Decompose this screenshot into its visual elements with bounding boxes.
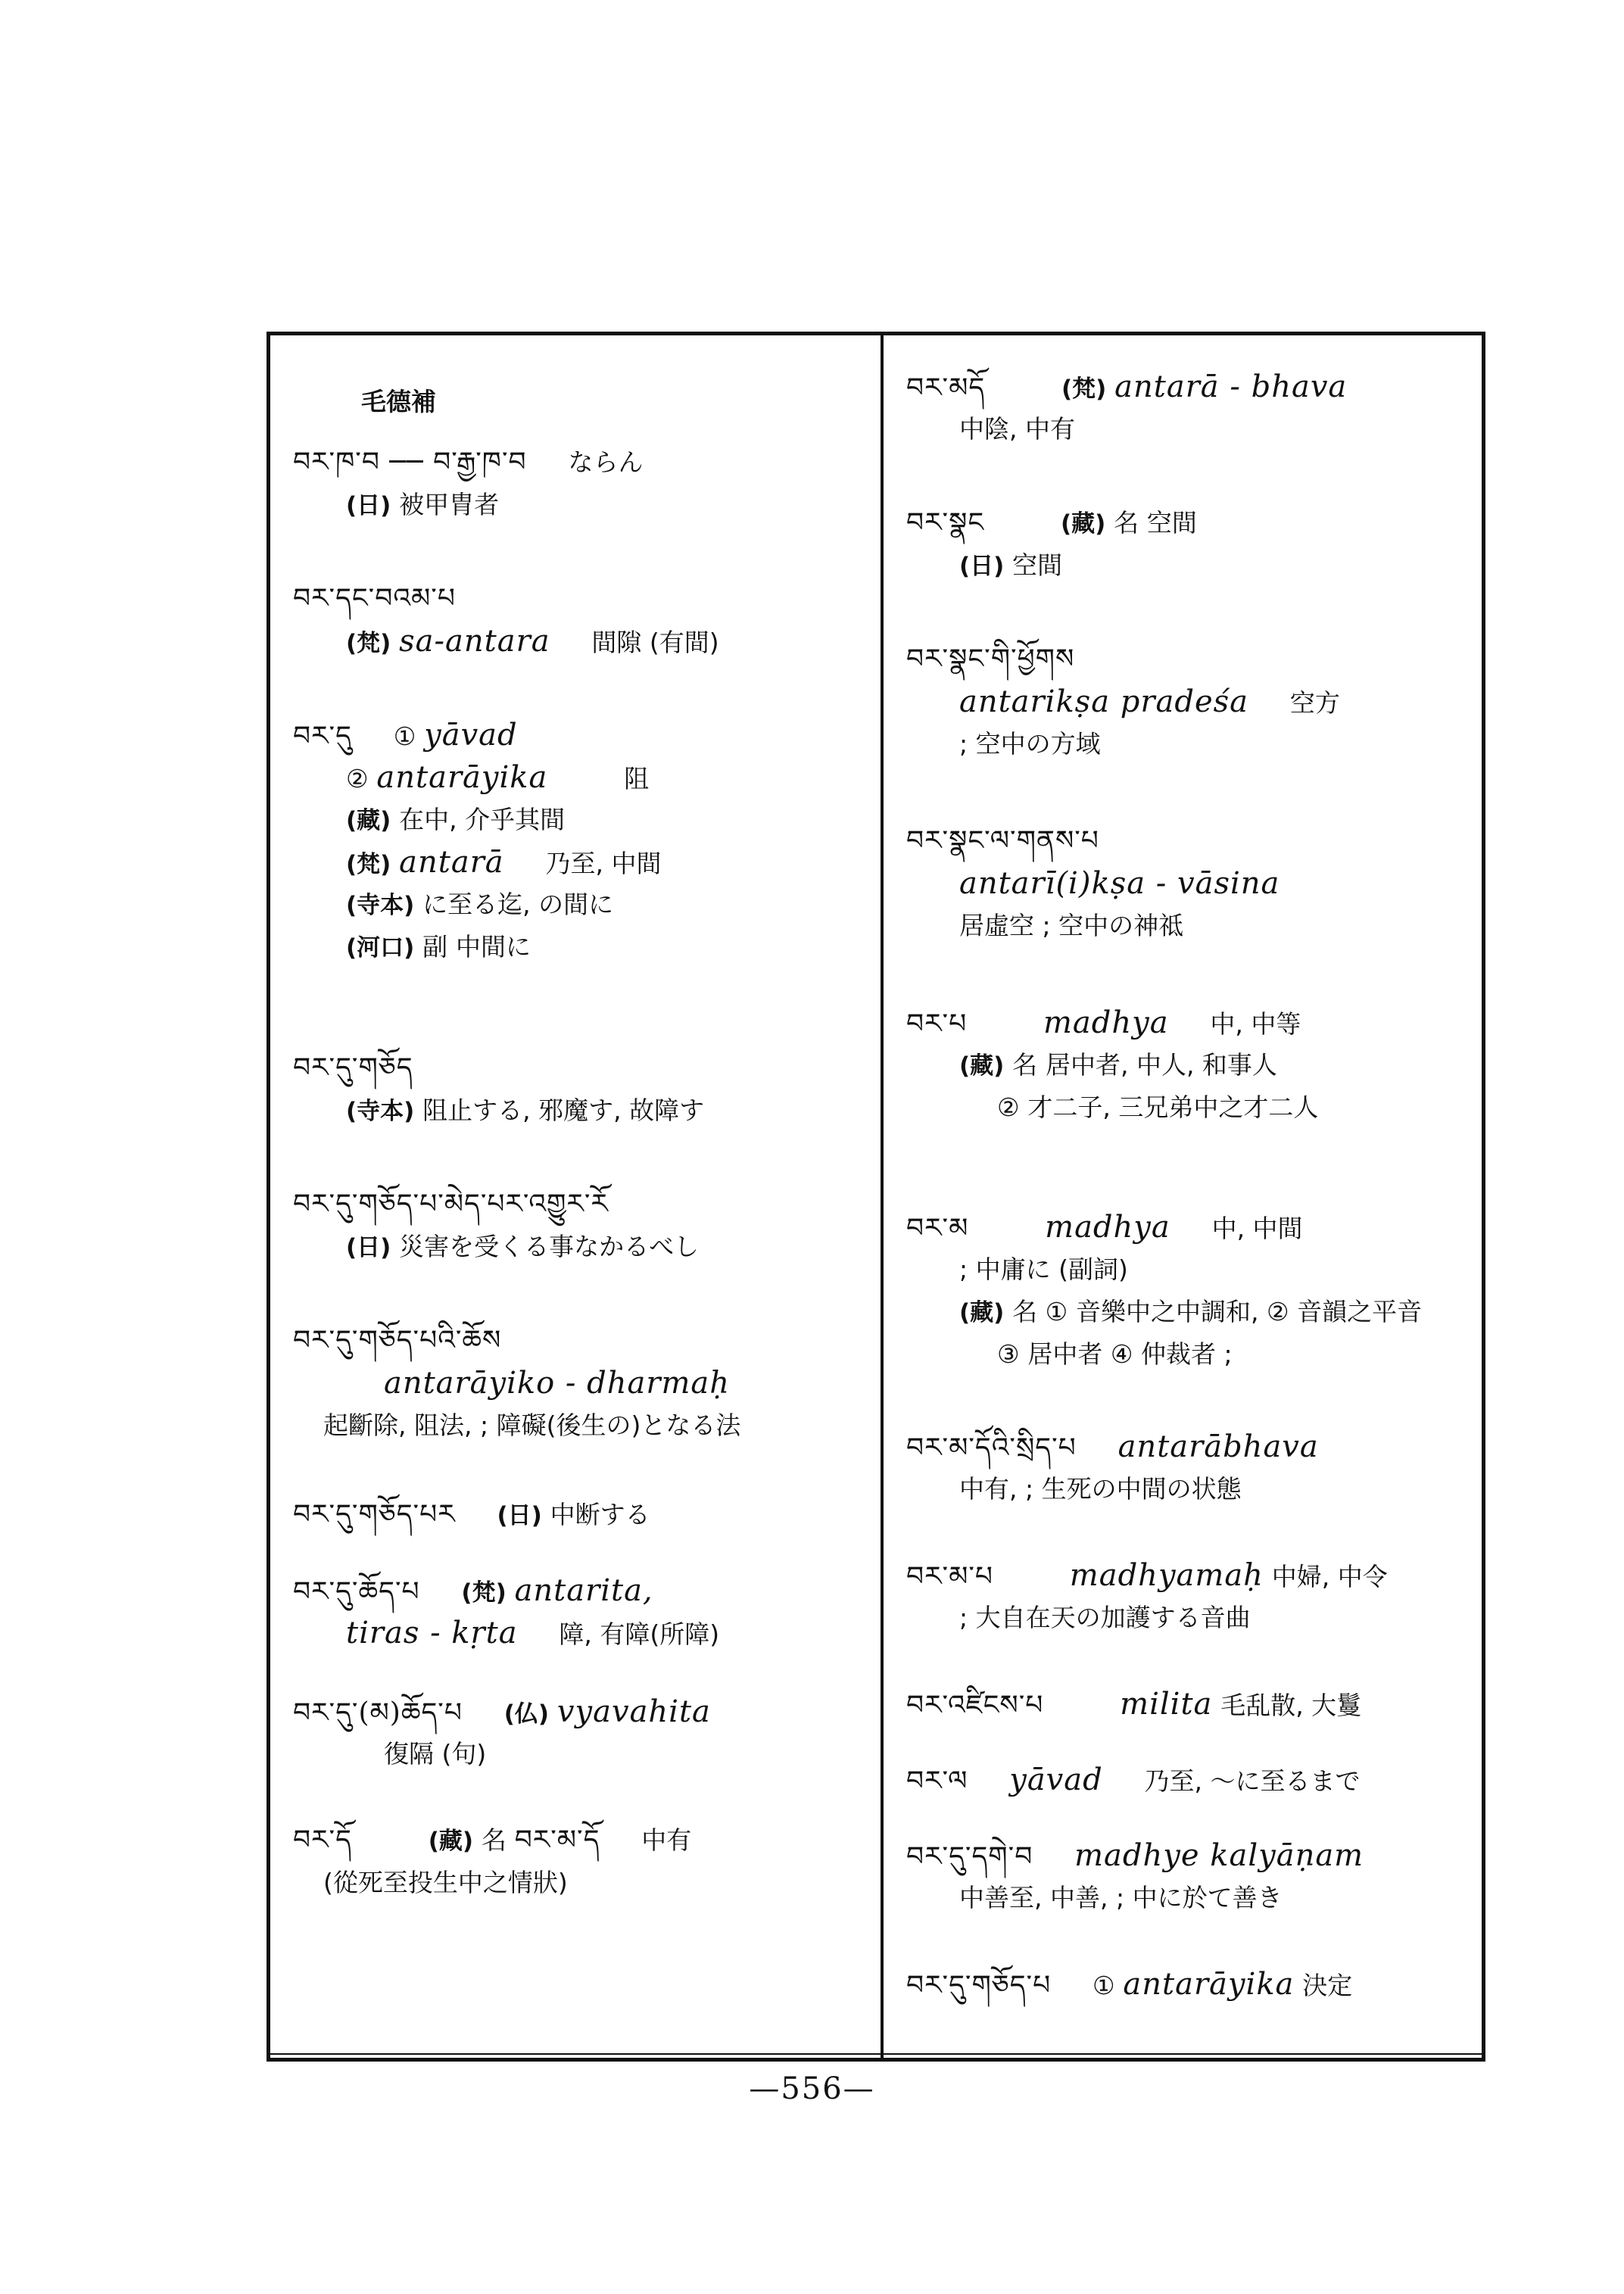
section-heading: 毛德補	[361, 387, 436, 416]
japanese-gloss: 中善至, 中善, ; 中に於て善き	[959, 1883, 1283, 1912]
dictionary-entry	[293, 714, 873, 968]
tibetan-headword: བར་དུ་གཅོད	[293, 1052, 413, 1083]
japanese-gloss: 中婦, 中令	[1271, 1562, 1388, 1591]
japanese-gloss: 決定	[1302, 1971, 1353, 2000]
dictionary-entry	[293, 441, 873, 526]
japanese-gloss: に至る迄, の間に	[422, 890, 614, 919]
sense-marker: 副	[422, 932, 448, 962]
tibetan-headword: བར་ལ	[906, 1766, 968, 1797]
tibetan-headword: བར་དོ	[293, 1825, 352, 1856]
dictionary-entry	[906, 638, 1474, 765]
tibetan-headword: བར་དུ་(མ)ཆོད་པ	[293, 1697, 463, 1728]
section-heading-entry	[293, 381, 873, 423]
japanese-gloss: 中, 中間	[1211, 1214, 1303, 1243]
sanskrit-equivalent: antarita,	[514, 1573, 653, 1608]
dictionary-entry	[293, 1047, 873, 1132]
dictionary-entry	[906, 366, 1474, 450]
tibetan-headword: བར་ཁ་བ ── བ་རྒྱ་ཁ་བ	[293, 447, 527, 478]
page-number: —556—	[749, 2071, 875, 2106]
dictionary-entry	[293, 1691, 873, 1775]
sense-marker: ③	[997, 1339, 1020, 1369]
dictionary-entry	[906, 1963, 1474, 2006]
sanskrit-equivalent: madhye kalyāṇam	[1074, 1838, 1364, 1873]
japanese-gloss: 中断する	[550, 1500, 650, 1529]
sanskrit-equivalent: vyavahita	[556, 1694, 711, 1729]
sense-marker: ②	[346, 764, 369, 793]
japanese-gloss: 阻止する, 邪魔す, 故障す	[422, 1096, 705, 1125]
japanese-gloss: 中, 中等	[1210, 1009, 1301, 1039]
dictionary-entry	[293, 1320, 873, 1447]
dictionary-entry	[906, 1206, 1474, 1376]
sanskrit-equivalent: madhyamaḥ	[1069, 1558, 1264, 1593]
source-tag: (藏)	[959, 1299, 1005, 1326]
japanese-gloss: 起斷除, 阻法, ; 障礙(後生の)となる法	[323, 1410, 741, 1440]
tibetan-headword: བར་དུ་གཅོད་པར	[293, 1499, 456, 1530]
tibetan-headword: བར་དུ་གཅོད་པ	[906, 1970, 1052, 2001]
japanese-gloss: 毛乱散, 大鬘	[1220, 1691, 1362, 1720]
source-tag: (梵)	[1061, 376, 1107, 403]
japanese-gloss: (從死至投生中之情狀)	[323, 1868, 568, 1897]
left-column	[270, 335, 881, 2058]
sanskrit-equivalent: antarikṣa pradeśa	[959, 684, 1248, 719]
source-tag: (日)	[346, 1234, 391, 1261]
japanese-gloss: 空間	[1012, 550, 1063, 580]
sanskrit-equivalent: milita	[1120, 1687, 1213, 1722]
tibetan-headword: བར་མདོ	[906, 372, 986, 404]
japanese-gloss: 中有	[641, 1825, 692, 1855]
source-tag: (仏)	[503, 1700, 550, 1728]
source-tag: (河口)	[346, 934, 415, 962]
tibetan-headword: བར་མ་པ	[906, 1561, 993, 1592]
japanese-gloss: 居虛空 ; 空中の神祗	[959, 911, 1184, 940]
dictionary-entry	[906, 1683, 1474, 1725]
dictionary-entry	[293, 1569, 873, 1654]
tibetan-headword: བར་པ	[906, 1008, 968, 1039]
tibetan-headword: བར་སྣང་ལ་གནས་པ	[906, 825, 1099, 856]
japanese-gloss: 中間に	[455, 932, 531, 962]
sanskrit-equivalent: madhya	[1045, 1210, 1170, 1245]
sense-marker: 名 ①	[1012, 1297, 1068, 1326]
japanese-gloss: 空間	[1146, 508, 1197, 538]
japanese-gloss: ; 大自在天の加護する音曲	[959, 1603, 1251, 1632]
tibetan-cross-reference: བར་མ་དོ	[514, 1825, 600, 1856]
source-tag: (日)	[497, 1502, 542, 1529]
sanskrit-equivalent: antarā	[399, 845, 504, 880]
sense-marker: ①	[1093, 1971, 1115, 2000]
japanese-gloss: 被甲胄者	[399, 490, 500, 519]
japanese-gloss: 居中者 ④ 仲裁者 ;	[1027, 1339, 1233, 1369]
tibetan-headword: བར་དུ་དགེ་བ	[906, 1841, 1033, 1872]
tibetan-headword: བར་སྣང་གི་ཕྱོགས	[906, 644, 1075, 675]
sense-marker: ②	[997, 1092, 1020, 1122]
source-tag: (寺本)	[346, 1098, 415, 1125]
dictionary-entry	[293, 1494, 873, 1536]
sanskrit-equivalent: tiras - kṛta	[346, 1616, 518, 1650]
sanskrit-equivalent: antarāyika	[1123, 1967, 1295, 2002]
source-tag: (藏)	[428, 1828, 474, 1855]
tibetan-headword: བར་དུ་ཆོད་པ	[293, 1576, 420, 1607]
japanese-gloss: ; 空中の方域	[959, 729, 1101, 759]
dictionary-entry	[906, 502, 1474, 587]
sense-marker: 名	[481, 1825, 507, 1855]
sanskrit-equivalent: madhya	[1043, 1005, 1169, 1040]
japanese-gloss: ならん	[568, 447, 644, 477]
source-tag: (梵)	[461, 1579, 507, 1607]
tibetan-headword: བར་དུ་གཅོད་པ་མེད་པར་འགྱུར་རོ	[293, 1189, 609, 1220]
tibetan-headword: བར་དང་བའམ་པ	[293, 583, 456, 614]
sanskrit-equivalent: sa-antara	[399, 624, 550, 659]
japanese-gloss: 阻	[624, 764, 650, 793]
source-tag: (梵)	[346, 630, 391, 657]
japanese-gloss: 災害を受くる事なかるべし	[399, 1232, 700, 1261]
tibetan-headword: བར་འཛིངས་པ	[906, 1690, 1044, 1721]
japanese-gloss: 中有, ; 生死の中間の状態	[959, 1474, 1242, 1504]
source-tag: (寺本)	[346, 892, 415, 919]
sense-marker: 名	[1114, 508, 1139, 538]
dictionary-entry	[906, 1002, 1474, 1129]
right-column	[884, 335, 1482, 2058]
japanese-gloss: 在中, 介乎其間	[399, 805, 566, 834]
dictionary-entry	[906, 1426, 1474, 1510]
dictionary-entry	[293, 1819, 873, 1904]
tibetan-headword: བར་མ་དོའི་སྲིད་པ	[906, 1432, 1077, 1463]
tibetan-headword: བར་མ	[906, 1213, 969, 1244]
sense-marker: ①	[393, 722, 416, 751]
sanskrit-equivalent: antarī(i)kṣa - vāsina	[959, 866, 1280, 901]
dictionary-entry	[293, 1183, 873, 1268]
sanskrit-equivalent: yāvad	[424, 718, 518, 753]
japanese-gloss: 間隙 (有間)	[591, 628, 719, 657]
japanese-gloss: 障, 有障(所障)	[559, 1619, 720, 1649]
source-tag: (日)	[959, 553, 1005, 580]
japanese-gloss: 乃至, ～に至るまで	[1144, 1766, 1361, 1796]
sanskrit-equivalent: yāvad	[1009, 1763, 1103, 1797]
page-frame	[267, 332, 1485, 2062]
japanese-gloss: 居中者, 中人, 和事人	[1045, 1050, 1277, 1080]
source-tag: (藏)	[959, 1052, 1005, 1080]
japanese-gloss: 音樂中之中調和, ② 音韻之平音	[1076, 1297, 1423, 1326]
dictionary-entry	[906, 1759, 1474, 1801]
tibetan-headword: བར་སྣང	[906, 507, 985, 538]
japanese-gloss: 空方	[1289, 688, 1340, 718]
sanskrit-equivalent: antarābhava	[1117, 1429, 1319, 1464]
japanese-gloss: 復隔 (句)	[384, 1739, 487, 1769]
sanskrit-equivalent: antarāyiko - dharmaḥ	[384, 1366, 731, 1401]
source-tag: (藏)	[346, 807, 391, 834]
tibetan-headword: བར་དུ	[293, 721, 352, 752]
japanese-gloss: 乃至, 中間	[545, 849, 662, 878]
japanese-gloss: 才二子, 三兄弟中之才二人	[1027, 1092, 1319, 1122]
sanskrit-equivalent: antarā - bhava	[1114, 369, 1348, 404]
source-tag: (日)	[346, 492, 391, 519]
tibetan-headword: བར་དུ་གཅོད་པའི་ཆོས	[293, 1325, 502, 1356]
dictionary-entry	[906, 1834, 1474, 1919]
source-tag: (藏)	[1060, 510, 1106, 538]
japanese-gloss: ; 中庸に (副詞)	[959, 1255, 1128, 1284]
dictionary-entry	[906, 820, 1474, 947]
source-tag: (梵)	[346, 851, 391, 878]
sense-marker: 名	[1012, 1050, 1038, 1080]
dictionary-entry	[906, 1554, 1474, 1639]
sanskrit-equivalent: antarāyika	[376, 760, 548, 795]
japanese-gloss: 中陰, 中有	[959, 414, 1075, 444]
dictionary-entry	[293, 578, 873, 662]
